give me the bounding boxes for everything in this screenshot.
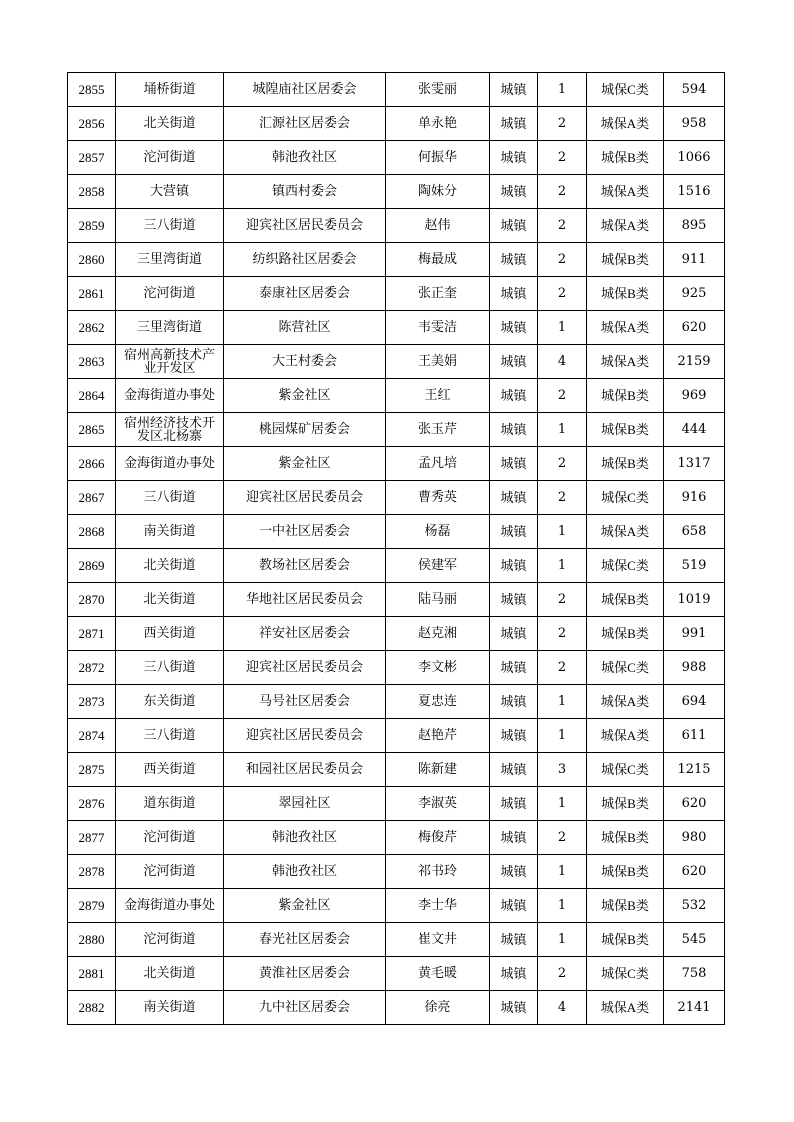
household-size-cell: 2 — [538, 209, 587, 243]
record-number-cell: 2861 — [68, 277, 116, 311]
person-name-cell: 李士华 — [386, 889, 490, 923]
amount-cell: 620 — [664, 311, 725, 345]
residence-type-cell: 城镇 — [490, 345, 538, 379]
subdistrict-cell: 宿州高新技术产业开发区 — [116, 345, 224, 379]
person-name-cell: 孟凡培 — [386, 447, 490, 481]
amount-cell: 519 — [664, 549, 725, 583]
table-row — [68, 855, 725, 889]
record-number-cell: 2875 — [68, 753, 116, 787]
table-row — [68, 923, 725, 957]
subdistrict-cell: 金海街道办事处 — [116, 889, 224, 923]
household-size-cell: 1 — [538, 549, 587, 583]
record-number-cell: 2877 — [68, 821, 116, 855]
person-name-cell: 梅俊芹 — [386, 821, 490, 855]
table-row — [68, 413, 725, 447]
insurance-category-cell: 城保C类 — [587, 481, 664, 515]
subdistrict-cell: 北关街道 — [116, 107, 224, 141]
person-name-cell: 王红 — [386, 379, 490, 413]
person-name-cell: 陆马丽 — [386, 583, 490, 617]
person-name-cell: 黄毛暖 — [386, 957, 490, 991]
household-size-cell: 2 — [538, 583, 587, 617]
household-size-cell: 3 — [538, 753, 587, 787]
person-name-cell: 梅最成 — [386, 243, 490, 277]
household-size-cell: 1 — [538, 719, 587, 753]
table-row — [68, 719, 725, 753]
subdistrict-cell: 埇桥街道 — [116, 73, 224, 107]
table-row — [68, 617, 725, 651]
records-table-body — [68, 73, 725, 1025]
insurance-category-cell: 城保A类 — [587, 175, 664, 209]
record-number-cell: 2858 — [68, 175, 116, 209]
residence-type-cell: 城镇 — [490, 855, 538, 889]
community-cell: 纺织路社区居委会 — [224, 243, 386, 277]
subdistrict-cell: 金海街道办事处 — [116, 447, 224, 481]
table-row — [68, 107, 725, 141]
household-size-cell: 2 — [538, 141, 587, 175]
residence-type-cell: 城镇 — [490, 651, 538, 685]
person-name-cell: 单永艳 — [386, 107, 490, 141]
insurance-category-cell: 城保B类 — [587, 855, 664, 889]
household-size-cell: 2 — [538, 651, 587, 685]
person-name-cell: 陈新建 — [386, 753, 490, 787]
table-row — [68, 787, 725, 821]
household-size-cell: 2 — [538, 447, 587, 481]
insurance-category-cell: 城保A类 — [587, 107, 664, 141]
insurance-category-cell: 城保B类 — [587, 277, 664, 311]
table-row — [68, 311, 725, 345]
community-cell: 韩池孜社区 — [224, 855, 386, 889]
subdistrict-cell: 北关街道 — [116, 583, 224, 617]
subdistrict-cell: 北关街道 — [116, 549, 224, 583]
community-cell: 桃园煤矿居委会 — [224, 413, 386, 447]
household-size-cell: 2 — [538, 243, 587, 277]
table-row — [68, 175, 725, 209]
insurance-category-cell: 城保B类 — [587, 923, 664, 957]
table-row — [68, 141, 725, 175]
residence-type-cell: 城镇 — [490, 617, 538, 651]
person-name-cell: 赵伟 — [386, 209, 490, 243]
record-number-cell: 2865 — [68, 413, 116, 447]
record-number-cell: 2882 — [68, 991, 116, 1025]
subdistrict-cell: 三里湾街道 — [116, 243, 224, 277]
residence-type-cell: 城镇 — [490, 209, 538, 243]
table-row — [68, 957, 725, 991]
community-cell: 黄淮社区居委会 — [224, 957, 386, 991]
record-number-cell: 2874 — [68, 719, 116, 753]
household-size-cell: 1 — [538, 923, 587, 957]
record-number-cell: 2873 — [68, 685, 116, 719]
amount-cell: 532 — [664, 889, 725, 923]
residence-type-cell: 城镇 — [490, 243, 538, 277]
record-number-cell: 2881 — [68, 957, 116, 991]
household-size-cell: 2 — [538, 617, 587, 651]
household-size-cell: 1 — [538, 889, 587, 923]
record-number-cell: 2880 — [68, 923, 116, 957]
record-number-cell: 2862 — [68, 311, 116, 345]
insurance-category-cell: 城保B类 — [587, 821, 664, 855]
amount-cell: 694 — [664, 685, 725, 719]
person-name-cell: 祁书玲 — [386, 855, 490, 889]
table-row — [68, 889, 725, 923]
person-name-cell: 李淑英 — [386, 787, 490, 821]
community-cell: 迎宾社区居民委员会 — [224, 481, 386, 515]
subdistrict-cell: 三八街道 — [116, 719, 224, 753]
household-size-cell: 2 — [538, 481, 587, 515]
residence-type-cell: 城镇 — [490, 141, 538, 175]
record-number-cell: 2859 — [68, 209, 116, 243]
insurance-category-cell: 城保A类 — [587, 685, 664, 719]
residence-type-cell: 城镇 — [490, 889, 538, 923]
residence-type-cell: 城镇 — [490, 379, 538, 413]
table-row — [68, 345, 725, 379]
amount-cell: 545 — [664, 923, 725, 957]
table-row — [68, 277, 725, 311]
insurance-category-cell: 城保B类 — [587, 889, 664, 923]
record-number-cell: 2872 — [68, 651, 116, 685]
person-name-cell: 陶妹分 — [386, 175, 490, 209]
person-name-cell: 李文彬 — [386, 651, 490, 685]
person-name-cell: 曹秀英 — [386, 481, 490, 515]
amount-cell: 895 — [664, 209, 725, 243]
residence-type-cell: 城镇 — [490, 957, 538, 991]
insurance-category-cell: 城保A类 — [587, 345, 664, 379]
subdistrict-cell: 沱河街道 — [116, 923, 224, 957]
community-cell: 陈营社区 — [224, 311, 386, 345]
amount-cell: 620 — [664, 855, 725, 889]
records-table — [67, 72, 725, 1025]
residence-type-cell: 城镇 — [490, 753, 538, 787]
subdistrict-cell: 宿州经济技术开发区北杨寨 — [116, 413, 224, 447]
table-row — [68, 73, 725, 107]
person-name-cell: 韦雯洁 — [386, 311, 490, 345]
insurance-category-cell: 城保B类 — [587, 447, 664, 481]
record-number-cell: 2871 — [68, 617, 116, 651]
table-row — [68, 651, 725, 685]
insurance-category-cell: 城保B类 — [587, 787, 664, 821]
record-number-cell: 2867 — [68, 481, 116, 515]
community-cell: 韩池孜社区 — [224, 141, 386, 175]
household-size-cell: 2 — [538, 821, 587, 855]
person-name-cell: 杨磊 — [386, 515, 490, 549]
household-size-cell: 1 — [538, 515, 587, 549]
community-cell: 汇源社区居委会 — [224, 107, 386, 141]
record-number-cell: 2876 — [68, 787, 116, 821]
community-cell: 春光社区居委会 — [224, 923, 386, 957]
amount-cell: 2159 — [664, 345, 725, 379]
residence-type-cell: 城镇 — [490, 73, 538, 107]
table-row — [68, 379, 725, 413]
amount-cell: 958 — [664, 107, 725, 141]
community-cell: 教场社区居委会 — [224, 549, 386, 583]
table-row — [68, 447, 725, 481]
person-name-cell: 张正奎 — [386, 277, 490, 311]
person-name-cell: 张玉芹 — [386, 413, 490, 447]
insurance-category-cell: 城保A类 — [587, 991, 664, 1025]
household-size-cell: 2 — [538, 957, 587, 991]
community-cell: 一中社区居委会 — [224, 515, 386, 549]
residence-type-cell: 城镇 — [490, 107, 538, 141]
record-number-cell: 2878 — [68, 855, 116, 889]
household-size-cell: 2 — [538, 277, 587, 311]
record-number-cell: 2856 — [68, 107, 116, 141]
subdistrict-cell: 三八街道 — [116, 651, 224, 685]
subdistrict-cell: 北关街道 — [116, 957, 224, 991]
amount-cell: 916 — [664, 481, 725, 515]
community-cell: 韩池孜社区 — [224, 821, 386, 855]
person-name-cell: 何振华 — [386, 141, 490, 175]
table-row — [68, 753, 725, 787]
person-name-cell: 夏忠连 — [386, 685, 490, 719]
person-name-cell: 徐亮 — [386, 991, 490, 1025]
residence-type-cell: 城镇 — [490, 685, 538, 719]
community-cell: 紫金社区 — [224, 447, 386, 481]
table-row — [68, 991, 725, 1025]
community-cell: 迎宾社区居民委员会 — [224, 651, 386, 685]
table-row — [68, 481, 725, 515]
household-size-cell: 1 — [538, 311, 587, 345]
residence-type-cell: 城镇 — [490, 923, 538, 957]
record-number-cell: 2860 — [68, 243, 116, 277]
table-row — [68, 243, 725, 277]
insurance-category-cell: 城保A类 — [587, 719, 664, 753]
community-cell: 迎宾社区居民委员会 — [224, 719, 386, 753]
subdistrict-cell: 沱河街道 — [116, 277, 224, 311]
amount-cell: 988 — [664, 651, 725, 685]
community-cell: 城隍庙社区居委会 — [224, 73, 386, 107]
table-row — [68, 685, 725, 719]
community-cell: 华地社区居民委员会 — [224, 583, 386, 617]
household-size-cell: 2 — [538, 175, 587, 209]
subdistrict-cell: 沱河街道 — [116, 855, 224, 889]
community-cell: 镇西村委会 — [224, 175, 386, 209]
amount-cell: 1066 — [664, 141, 725, 175]
amount-cell: 969 — [664, 379, 725, 413]
residence-type-cell: 城镇 — [490, 413, 538, 447]
amount-cell: 444 — [664, 413, 725, 447]
subdistrict-cell: 三八街道 — [116, 481, 224, 515]
subdistrict-cell: 大营镇 — [116, 175, 224, 209]
amount-cell: 1317 — [664, 447, 725, 481]
amount-cell: 1516 — [664, 175, 725, 209]
amount-cell: 991 — [664, 617, 725, 651]
amount-cell: 925 — [664, 277, 725, 311]
community-cell: 翠园社区 — [224, 787, 386, 821]
table-row — [68, 515, 725, 549]
community-cell: 紫金社区 — [224, 379, 386, 413]
amount-cell: 2141 — [664, 991, 725, 1025]
table-row — [68, 209, 725, 243]
insurance-category-cell: 城保B类 — [587, 583, 664, 617]
insurance-category-cell: 城保B类 — [587, 141, 664, 175]
community-cell: 迎宾社区居民委员会 — [224, 209, 386, 243]
residence-type-cell: 城镇 — [490, 821, 538, 855]
subdistrict-cell: 南关街道 — [116, 515, 224, 549]
household-size-cell: 1 — [538, 413, 587, 447]
record-number-cell: 2863 — [68, 345, 116, 379]
record-number-cell: 2879 — [68, 889, 116, 923]
record-number-cell: 2857 — [68, 141, 116, 175]
record-number-cell: 2868 — [68, 515, 116, 549]
person-name-cell: 崔文井 — [386, 923, 490, 957]
residence-type-cell: 城镇 — [490, 277, 538, 311]
record-number-cell: 2864 — [68, 379, 116, 413]
amount-cell: 980 — [664, 821, 725, 855]
residence-type-cell: 城镇 — [490, 787, 538, 821]
household-size-cell: 1 — [538, 685, 587, 719]
subdistrict-cell: 南关街道 — [116, 991, 224, 1025]
person-name-cell: 王美娟 — [386, 345, 490, 379]
community-cell: 泰康社区居委会 — [224, 277, 386, 311]
community-cell: 祥安社区居委会 — [224, 617, 386, 651]
insurance-category-cell: 城保A类 — [587, 209, 664, 243]
residence-type-cell: 城镇 — [490, 447, 538, 481]
household-size-cell: 4 — [538, 345, 587, 379]
table-row — [68, 821, 725, 855]
community-cell: 马号社区居委会 — [224, 685, 386, 719]
person-name-cell: 赵艳芹 — [386, 719, 490, 753]
amount-cell: 911 — [664, 243, 725, 277]
insurance-category-cell: 城保B类 — [587, 617, 664, 651]
household-size-cell: 2 — [538, 107, 587, 141]
household-size-cell: 2 — [538, 379, 587, 413]
insurance-category-cell: 城保C类 — [587, 651, 664, 685]
subdistrict-cell: 三八街道 — [116, 209, 224, 243]
community-cell: 大王村委会 — [224, 345, 386, 379]
residence-type-cell: 城镇 — [490, 515, 538, 549]
residence-type-cell: 城镇 — [490, 311, 538, 345]
insurance-category-cell: 城保C类 — [587, 753, 664, 787]
record-number-cell: 2869 — [68, 549, 116, 583]
insurance-category-cell: 城保A类 — [587, 311, 664, 345]
amount-cell: 620 — [664, 787, 725, 821]
subdistrict-cell: 沱河街道 — [116, 821, 224, 855]
insurance-category-cell: 城保A类 — [587, 515, 664, 549]
record-number-cell: 2870 — [68, 583, 116, 617]
insurance-category-cell: 城保B类 — [587, 413, 664, 447]
residence-type-cell: 城镇 — [490, 549, 538, 583]
household-size-cell: 1 — [538, 73, 587, 107]
person-name-cell: 侯建军 — [386, 549, 490, 583]
insurance-category-cell: 城保C类 — [587, 73, 664, 107]
amount-cell: 658 — [664, 515, 725, 549]
amount-cell: 758 — [664, 957, 725, 991]
insurance-category-cell: 城保C类 — [587, 957, 664, 991]
record-number-cell: 2855 — [68, 73, 116, 107]
subdistrict-cell: 金海街道办事处 — [116, 379, 224, 413]
insurance-category-cell: 城保C类 — [587, 549, 664, 583]
person-name-cell: 赵克湘 — [386, 617, 490, 651]
insurance-category-cell: 城保B类 — [587, 379, 664, 413]
community-cell: 和园社区居民委员会 — [224, 753, 386, 787]
community-cell: 九中社区居委会 — [224, 991, 386, 1025]
residence-type-cell: 城镇 — [490, 991, 538, 1025]
record-number-cell: 2866 — [68, 447, 116, 481]
residence-type-cell: 城镇 — [490, 583, 538, 617]
community-cell: 紫金社区 — [224, 889, 386, 923]
household-size-cell: 1 — [538, 787, 587, 821]
residence-type-cell: 城镇 — [490, 175, 538, 209]
residence-type-cell: 城镇 — [490, 481, 538, 515]
household-size-cell: 1 — [538, 855, 587, 889]
person-name-cell: 张雯丽 — [386, 73, 490, 107]
subdistrict-cell: 东关街道 — [116, 685, 224, 719]
amount-cell: 1019 — [664, 583, 725, 617]
subdistrict-cell: 三里湾街道 — [116, 311, 224, 345]
subdistrict-cell: 西关街道 — [116, 753, 224, 787]
subdistrict-cell: 西关街道 — [116, 617, 224, 651]
amount-cell: 611 — [664, 719, 725, 753]
household-size-cell: 4 — [538, 991, 587, 1025]
table-row — [68, 583, 725, 617]
amount-cell: 1215 — [664, 753, 725, 787]
table-row — [68, 549, 725, 583]
insurance-category-cell: 城保B类 — [587, 243, 664, 277]
amount-cell: 594 — [664, 73, 725, 107]
subdistrict-cell: 沱河街道 — [116, 141, 224, 175]
subdistrict-cell: 道东街道 — [116, 787, 224, 821]
residence-type-cell: 城镇 — [490, 719, 538, 753]
